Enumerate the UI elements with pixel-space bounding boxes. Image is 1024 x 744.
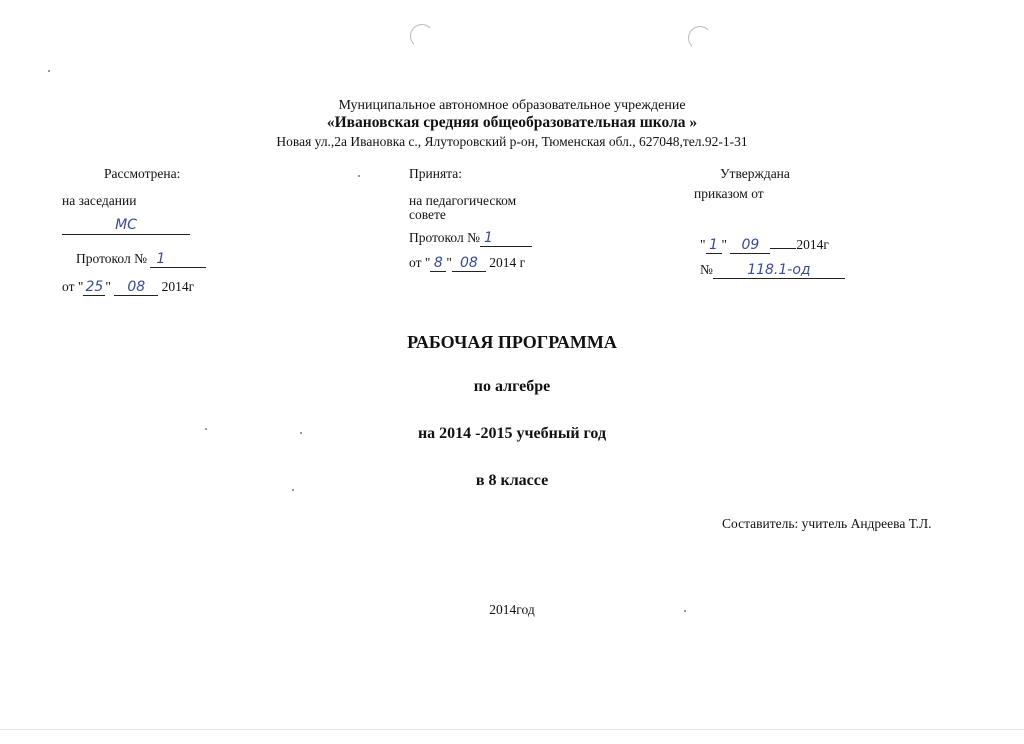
- date-sep: ": [721, 237, 728, 252]
- accepted-title: Принята:: [409, 166, 462, 181]
- approved-order-number: [700, 262, 845, 279]
- document-title: РАБОЧАЯ ПРОГРАММА: [407, 332, 617, 352]
- accepted-protocol: [409, 230, 532, 247]
- document-subject: по алгебре: [473, 378, 551, 395]
- date-year: 2014г: [161, 279, 195, 294]
- scan-edge: [0, 729, 1024, 730]
- date-open: ": [700, 237, 706, 252]
- handwritten-day: 25: [85, 279, 104, 295]
- handwritten-month: 08: [459, 255, 478, 271]
- punch-hole-mark: [410, 24, 434, 48]
- handwritten-protocol-number: 1: [483, 230, 493, 246]
- date-prefix: от ": [62, 279, 84, 294]
- document-footer-year: 2014год: [489, 602, 535, 617]
- approved-title: Утверждана: [720, 166, 790, 181]
- order-label: №: [700, 262, 713, 277]
- accepted-date: [409, 255, 525, 272]
- protocol-label: Протокол №: [409, 230, 480, 245]
- accepted-council-2: совете: [409, 207, 446, 222]
- approved-order: приказом от: [694, 186, 764, 201]
- scan-speck: [48, 70, 50, 72]
- approved-date: [700, 237, 829, 254]
- reviewed-title: Рассмотрена:: [104, 166, 181, 181]
- reviewed-signature-line: [62, 216, 190, 235]
- date-sep: ": [446, 255, 452, 270]
- date-prefix: от ": [409, 255, 431, 270]
- date-sep: ": [105, 279, 111, 294]
- handwritten-day: 1: [709, 237, 718, 253]
- school-address: Новая ул.,2а Ивановка с., Ялуторовский р-он, Тюменская обл., 627048,тел.92-1-31: [276, 134, 748, 149]
- document-grade: в 8 классе: [475, 472, 549, 489]
- date-year: 2014 г: [489, 255, 526, 270]
- school-name: «Ивановская средняя общеобразовательная школа »: [326, 114, 698, 131]
- date-year: 2014г: [796, 237, 829, 252]
- handwritten-month: 08: [127, 279, 146, 295]
- handwritten-signature: МС: [115, 217, 137, 233]
- handwritten-day: 8: [433, 255, 443, 271]
- handwritten-protocol-number: 1: [156, 251, 166, 267]
- punch-hole-mark: [688, 26, 712, 50]
- reviewed-protocol: [76, 251, 206, 268]
- handwritten-month: 09: [741, 237, 760, 253]
- institution-type: Муниципальное автономное образовательное учреждение: [338, 98, 686, 113]
- reviewed-date: [62, 279, 194, 296]
- protocol-label: Протокол №: [76, 251, 147, 266]
- handwritten-order-number: 118.1-од: [747, 262, 811, 278]
- scan-speck: [358, 175, 360, 177]
- document-author: Составитель: учитель Андреева Т.Л.: [722, 516, 932, 531]
- reviewed-meeting: на заседании: [62, 193, 137, 208]
- document-school-year: на 2014 -2015 учебный год: [417, 425, 607, 442]
- accepted-council: на педагогическом: [409, 193, 517, 208]
